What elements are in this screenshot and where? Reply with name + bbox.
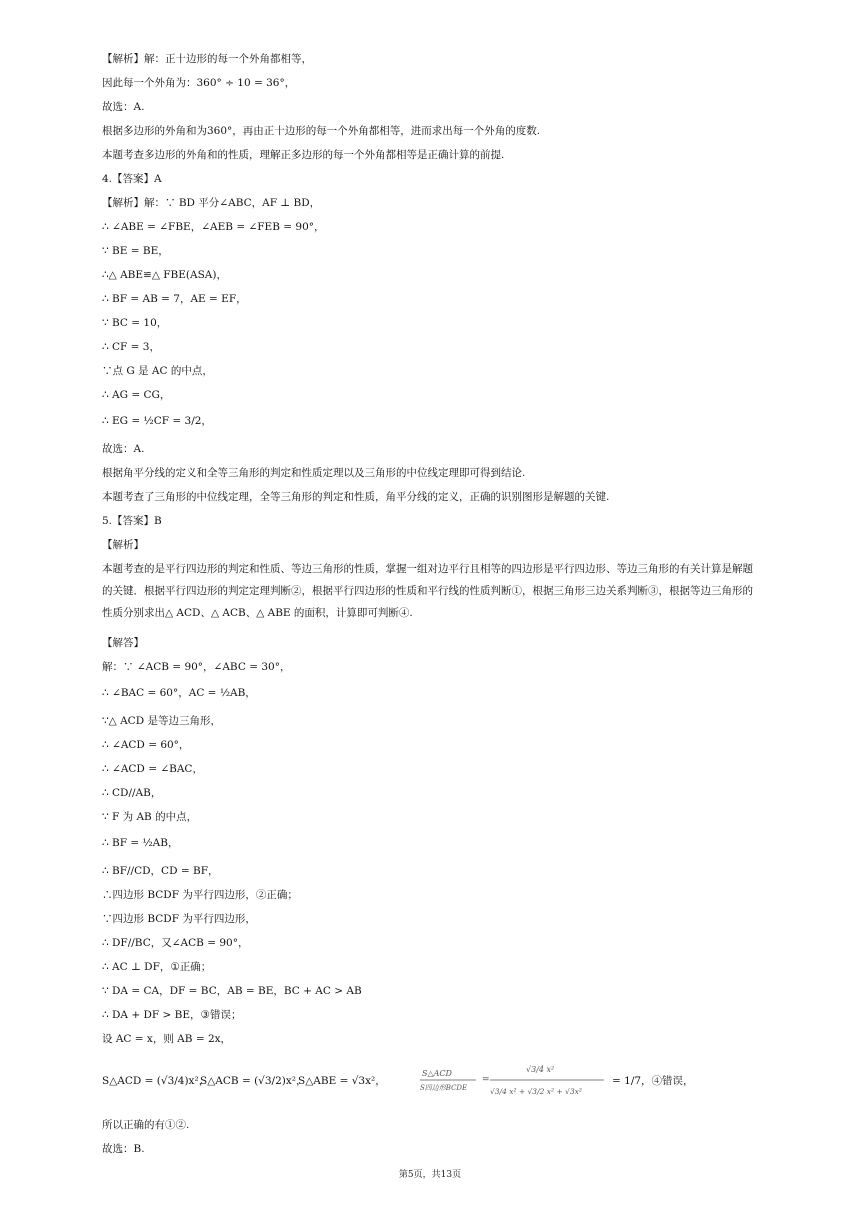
text-line: ∴ AC ⊥ DF，①正确； (102, 961, 212, 973)
text-line: 故选：B. (102, 1143, 145, 1155)
svg-text:=: = (482, 1075, 490, 1085)
area-acb: S△ACB = (√3/2)x²， (200, 1075, 307, 1087)
text-line: 根据角平分线的定义和全等三角形的判定和性质定理以及三角形的中位线定理即可得到结论. (102, 467, 526, 479)
text-line: ∴ EG = ½CF = 3/2， (102, 415, 212, 427)
text-line: 因此每一个外角为：360° ÷ 10 = 36°， (102, 77, 296, 89)
text-line: 本题考查多边形的外角和的性质，理解正多边形的每一个外角都相等是正确计算的前提. (102, 149, 505, 161)
text-line: ∵ BE = BE， (102, 245, 169, 257)
ratio-result: = 1/7，④错误， (612, 1075, 694, 1087)
text-line: 所以正确的有①②. (102, 1119, 190, 1131)
area-abe: S△ABE = √3x²， (298, 1075, 386, 1087)
text-line: ∴ DA + DF > BE，③错误； (102, 1009, 242, 1021)
text-line: 故选：A. (102, 443, 145, 455)
text-line: 【解答】 (102, 637, 144, 649)
ratio-numerator: S△ACD (422, 1069, 452, 1078)
area-acd: S△ACD = (√3/4)x²， (102, 1075, 210, 1087)
fraction-numerator: √3/4 x² (526, 1065, 555, 1074)
text-line: ∴ CD//AB， (102, 787, 162, 799)
text-line: ∴△ ABE≌△ FBE(ASA)， (102, 269, 227, 281)
text-line: 【解析】 (102, 539, 144, 551)
answer-heading: 5.【答案】B (102, 515, 162, 527)
answer-heading: 4.【答案】A (102, 173, 162, 185)
text-line: 本题考查了三角形的中位线定理，全等三角形的判定和性质，角平分线的定义，正确的识别图形是解题的关键. (102, 491, 610, 503)
text-line: ∴ ∠BAC = 60°，AC = ½AB， (102, 687, 256, 699)
text-line: ∵ DA = CA，DF = BC，AB = BE，BC + AC > AB (102, 985, 362, 997)
text-line: ∴ ∠ACD = 60°， (102, 739, 190, 751)
text-line: 【解析】解：正十边形的每一个外角都相等， (102, 53, 312, 65)
ratio-denominator: S四边形BCDE (420, 1084, 468, 1092)
text-line: ∵△ ACD 是等边三角形， (102, 715, 221, 727)
text-line: ∴ CF = 3， (102, 341, 160, 353)
text-line: ∴ AG = CG， (102, 389, 171, 401)
text-line: ∴ ∠ACD = ∠BAC， (102, 763, 203, 775)
text-paragraph: 本题考查的是平行四边形的判定和性质、等边三角形的性质，掌握一组对边平行且相等的四边形是平行四边形、等边三角形的有关计算是解题的关键．根据平行四边形的判定定理判断②，根据平行四边形的性质和平行线的性质判断①，根据三角形三边关系判断③，根据等边三角形的性质分别求出△ ACD、△ ACB、△ ABE 的面积，计算即可判断④. (102, 563, 753, 619)
text-line: ∴ DF//BC，又∠ACB = 90°， (102, 937, 249, 949)
text-line: ∴四边形 BCDF 为平行四边形，②正确； (102, 889, 298, 901)
ratio-fraction (418, 1054, 608, 1104)
text-line: ∵ BC = 10， (102, 317, 168, 329)
page-number-footer: 第5页，共13页 (398, 1170, 462, 1180)
text-line: ∴ BF = ½AB， (102, 837, 179, 849)
text-line: ∵四边形 BCDF 为平行四边形， (102, 913, 256, 925)
text-line: 【解析】解：∵ BD 平分∠ABC，AF ⊥ BD， (102, 197, 321, 209)
fraction-denominator: √3/4 x² + √3/2 x² + √3x² (490, 1087, 582, 1096)
text-line: ∵点 G 是 AC 的中点， (102, 365, 213, 377)
text-line: 根据多边形的外角和为360°，再由正十边形的每一个外角都相等，进而求出每一个外角的度数. (102, 125, 541, 137)
text-line: 故选：A. (102, 101, 145, 113)
text-line: ∴ BF = AB = 7，AE = EF， (102, 293, 247, 305)
text-line: ∵ F 为 AB 的中点， (102, 811, 198, 823)
text-line: ∴ ∠ABE = ∠FBE，∠AEB = ∠FEB = 90°， (102, 221, 325, 233)
text-line: 设 AC = x，则 AB = 2x， (102, 1033, 232, 1045)
area-ratio-formula (102, 1054, 762, 1104)
text-line: ∴ BF//CD，CD = BF， (102, 865, 219, 877)
text-line: 解：∵ ∠ACB = 90°，∠ABC = 30°， (102, 661, 291, 673)
